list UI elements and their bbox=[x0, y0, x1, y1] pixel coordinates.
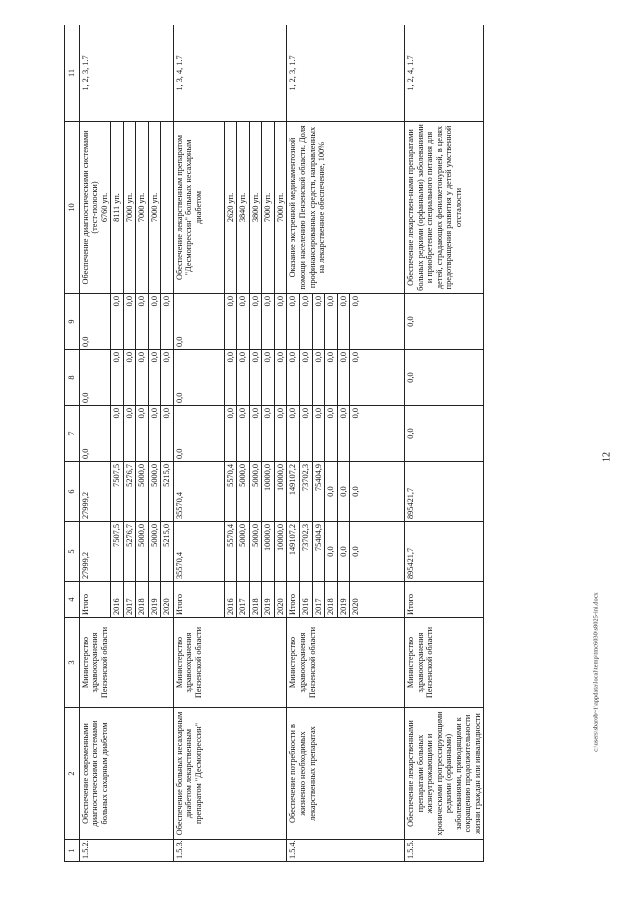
value-cell: 0,0 bbox=[249, 294, 262, 350]
value-cell: 0,0 bbox=[237, 406, 250, 462]
value-cell: 10000,0 bbox=[262, 462, 275, 522]
result-cell: 7000 уп. bbox=[123, 122, 136, 294]
value-cell: 27999,2 bbox=[79, 462, 111, 522]
value-cell: 0,0 bbox=[299, 406, 312, 462]
value-cell: 0,0 bbox=[173, 294, 224, 350]
value-cell: 0,0 bbox=[312, 350, 325, 406]
header-cell: 2 bbox=[65, 708, 80, 840]
value-cell: 0,0 bbox=[405, 406, 484, 462]
table-row bbox=[287, 25, 300, 862]
measure-name: Обеспечение лекарственными препаратами больных жизнеугрожающими и хроническими прогрессирующими редкими (орфанными) заболеваниями, приводящими к сокращению продолжительности жизни граждан или инвалидности bbox=[405, 708, 484, 840]
value-cell: 0,0 bbox=[79, 294, 111, 350]
header-cell: 8 bbox=[65, 350, 80, 406]
header-cell: 6 bbox=[65, 462, 80, 522]
header-row bbox=[65, 25, 80, 862]
value-cell: 10000,0 bbox=[262, 522, 275, 582]
value-cell: 0,0 bbox=[350, 522, 405, 582]
table-container bbox=[64, 25, 594, 862]
header-cell: 5 bbox=[65, 522, 80, 582]
result-cell: 7000 уп. bbox=[136, 122, 149, 294]
result-cell: 7000 уп. bbox=[274, 122, 287, 294]
row-number: 1.5.2. bbox=[79, 840, 173, 862]
value-cell: 5000,0 bbox=[148, 462, 161, 522]
value-cell: 0,0 bbox=[325, 462, 338, 522]
measure-name: Обеспечение современными диагностическими системами больных сахарным диабетом bbox=[79, 708, 173, 840]
value-cell: 0,0 bbox=[224, 350, 237, 406]
value-cell: 0,0 bbox=[148, 406, 161, 462]
value-cell: 7507,5 bbox=[111, 462, 124, 522]
value-cell: 0,0 bbox=[148, 350, 161, 406]
value-cell: 27999,2 bbox=[79, 522, 111, 582]
value-cell: 0,0 bbox=[299, 294, 312, 350]
value-cell: 0,0 bbox=[161, 406, 174, 462]
value-cell: 0,0 bbox=[123, 406, 136, 462]
value-cell: 0,0 bbox=[299, 350, 312, 406]
header-cell: 3 bbox=[65, 618, 80, 708]
value-cell: 895421,7 bbox=[405, 462, 484, 522]
value-cell: 5570,4 bbox=[224, 462, 237, 522]
value-cell: 0,0 bbox=[274, 294, 287, 350]
refs-cell: 1, 2, 3, 1.7 bbox=[79, 25, 173, 122]
result-cell: 7000 уп. bbox=[262, 122, 275, 294]
result-cell: 2620 уп. bbox=[224, 122, 237, 294]
result-first-value: 6760 уп. bbox=[99, 192, 109, 223]
header-cell: 11 bbox=[65, 25, 80, 122]
measure-name: Обеспечение больных несахарным диабетом лекарственным препаратом "Десмопрессин" bbox=[173, 708, 287, 840]
value-cell: 5000,0 bbox=[237, 462, 250, 522]
value-cell: 73702,3 bbox=[299, 522, 312, 582]
value-cell: 0,0 bbox=[123, 350, 136, 406]
footer-file-path: c:\users\sbarob~1\appdata\local\temp\tmc6030\s8025-ini.docx bbox=[592, 592, 600, 752]
table-row bbox=[173, 25, 224, 862]
value-cell: 0,0 bbox=[111, 406, 124, 462]
value-cell: 5000,0 bbox=[136, 462, 149, 522]
year-cell: 2018 bbox=[325, 582, 338, 618]
year-cell: 2017 bbox=[123, 582, 136, 618]
value-cell: 895421,7 bbox=[405, 522, 484, 582]
value-cell: 0,0 bbox=[79, 406, 111, 462]
result-text: Обеспечение диагностическими системами (тест-полоски) bbox=[80, 130, 100, 285]
row-number: 1.5.5. bbox=[405, 840, 484, 862]
year-cell: 2016 bbox=[224, 582, 237, 618]
value-cell: 0,0 bbox=[262, 406, 275, 462]
year-cell: 2017 bbox=[312, 582, 325, 618]
value-cell: 75404,9 bbox=[312, 522, 325, 582]
value-cell: 0,0 bbox=[312, 294, 325, 350]
value-cell: 73702,3 bbox=[299, 462, 312, 522]
header-cell: 4 bbox=[65, 582, 80, 618]
value-cell: 0,0 bbox=[337, 522, 350, 582]
value-cell: 0,0 bbox=[237, 294, 250, 350]
value-cell: 0,0 bbox=[79, 350, 111, 406]
header-cell: 10 bbox=[65, 122, 80, 294]
value-cell: 5215,0 bbox=[161, 522, 174, 582]
value-cell: 0,0 bbox=[405, 294, 484, 350]
value-cell: 10000,0 bbox=[274, 462, 287, 522]
year-cell: 2019 bbox=[262, 582, 275, 618]
value-cell: 0,0 bbox=[173, 350, 224, 406]
year-cell: 2017 bbox=[237, 582, 250, 618]
result-cell bbox=[161, 122, 174, 294]
value-cell: 5000,0 bbox=[249, 522, 262, 582]
year-cell: 2020 bbox=[274, 582, 287, 618]
value-cell: 35570,4 bbox=[173, 522, 224, 582]
value-cell: 0,0 bbox=[405, 350, 484, 406]
value-cell: 0,0 bbox=[325, 522, 338, 582]
value-cell: 0,0 bbox=[274, 406, 287, 462]
value-cell: 5000,0 bbox=[148, 522, 161, 582]
executor: Министерство здравоохранения Пензенской области bbox=[79, 618, 173, 708]
value-cell: 0,0 bbox=[161, 294, 174, 350]
value-cell: 0,0 bbox=[111, 350, 124, 406]
value-cell: 0,0 bbox=[325, 294, 338, 350]
value-cell: 10000,0 bbox=[274, 522, 287, 582]
result-cell: 8111 уп. bbox=[111, 122, 124, 294]
value-cell: 0,0 bbox=[136, 294, 149, 350]
value-cell: 5570,4 bbox=[224, 522, 237, 582]
program-table bbox=[64, 25, 484, 862]
result-cell: 3800 уп. bbox=[249, 122, 262, 294]
value-cell: 0,0 bbox=[161, 350, 174, 406]
refs-cell: 1, 2, 4, 1.7 bbox=[405, 25, 484, 122]
value-cell: 149107,2 bbox=[287, 522, 300, 582]
year-cell: Итого bbox=[287, 582, 300, 618]
value-cell: 0,0 bbox=[224, 406, 237, 462]
year-cell: 2019 bbox=[337, 582, 350, 618]
page-number: 12 bbox=[601, 452, 613, 462]
value-cell: 5000,0 bbox=[249, 462, 262, 522]
year-cell: Итого bbox=[173, 582, 224, 618]
value-cell: 5276,7 bbox=[123, 462, 136, 522]
row-number: 1.5.4. bbox=[287, 840, 405, 862]
value-cell: 0,0 bbox=[287, 350, 300, 406]
value-cell: 0,0 bbox=[249, 350, 262, 406]
value-cell: 5000,0 bbox=[136, 522, 149, 582]
value-cell: 0,0 bbox=[136, 406, 149, 462]
year-cell: 2019 bbox=[148, 582, 161, 618]
value-cell: 0,0 bbox=[249, 406, 262, 462]
result-cell: 3840 уп. bbox=[237, 122, 250, 294]
executor: Министерство здравоохранения Пензенской области bbox=[287, 618, 405, 708]
value-cell: 0,0 bbox=[123, 294, 136, 350]
year-cell: Итого bbox=[79, 582, 111, 618]
header-cell: 7 bbox=[65, 406, 80, 462]
value-cell: 0,0 bbox=[224, 294, 237, 350]
value-cell: 0,0 bbox=[350, 406, 405, 462]
result-cell: Обеспечение лекарственным препаратом "Десмопрессин" больных несахарным диабетом bbox=[173, 122, 224, 294]
result-cell: Обеспечение лекарствен-ными препаратами больных редкими (орфанными) заболеваниями и приобретение специального питания для детей, страдающих фенилкетонурией, в целях предотвращения развития у детей умственной отсталости bbox=[405, 122, 484, 294]
table-row bbox=[79, 25, 111, 862]
refs-cell: 1, 3, 4, 1.7 bbox=[173, 25, 287, 122]
value-cell: 0,0 bbox=[337, 462, 350, 522]
year-cell: 2016 bbox=[299, 582, 312, 618]
year-cell: 2016 bbox=[111, 582, 124, 618]
year-cell: 2018 bbox=[249, 582, 262, 618]
value-cell: 0,0 bbox=[350, 350, 405, 406]
value-cell: 0,0 bbox=[274, 350, 287, 406]
executor: Министерство здравоохранения Пензенской области bbox=[173, 618, 287, 708]
header-cell: 9 bbox=[65, 294, 80, 350]
value-cell: 5000,0 bbox=[237, 522, 250, 582]
year-cell: 2020 bbox=[161, 582, 174, 618]
value-cell: 149107,2 bbox=[287, 462, 300, 522]
value-cell: 0,0 bbox=[312, 406, 325, 462]
rotated-page bbox=[64, 25, 594, 862]
value-cell: 5215,0 bbox=[161, 462, 174, 522]
value-cell: 75404,9 bbox=[312, 462, 325, 522]
result-cell: 7000 уп. bbox=[148, 122, 161, 294]
value-cell: 7507,5 bbox=[111, 522, 124, 582]
value-cell: 0,0 bbox=[148, 294, 161, 350]
header-cell: 1 bbox=[65, 840, 80, 862]
value-cell: 0,0 bbox=[337, 406, 350, 462]
table-row bbox=[405, 25, 484, 862]
value-cell: 0,0 bbox=[325, 350, 338, 406]
value-cell: 0,0 bbox=[337, 294, 350, 350]
year-cell: 2018 bbox=[136, 582, 149, 618]
value-cell: 0,0 bbox=[350, 294, 405, 350]
result-cell bbox=[79, 122, 111, 294]
year-cell: 2020 bbox=[350, 582, 405, 618]
result-cell: Оказание экстренной медикаментозной помощи населению Пензенской области. Доля профинансированных средств, направленных на лекарственное обеспечение, 100% bbox=[287, 122, 405, 294]
value-cell: 0,0 bbox=[173, 406, 224, 462]
value-cell: 0,0 bbox=[237, 350, 250, 406]
measure-name: Обеспечение потребности в жизненно необходимых лекарственных препаратах bbox=[287, 708, 405, 840]
value-cell: 5276,7 bbox=[123, 522, 136, 582]
year-cell: Итого bbox=[405, 582, 484, 618]
value-cell: 0,0 bbox=[287, 294, 300, 350]
value-cell: 0,0 bbox=[262, 350, 275, 406]
value-cell: 0,0 bbox=[337, 350, 350, 406]
value-cell: 0,0 bbox=[111, 294, 124, 350]
value-cell: 0,0 bbox=[262, 294, 275, 350]
value-cell: 35570,4 bbox=[173, 462, 224, 522]
value-cell: 0,0 bbox=[325, 406, 338, 462]
refs-cell: 1, 2, 3, 1.7 bbox=[287, 25, 405, 122]
value-cell: 0,0 bbox=[287, 406, 300, 462]
executor: Министерство здравоохранения Пензенской области bbox=[405, 618, 484, 708]
value-cell: 0,0 bbox=[136, 350, 149, 406]
value-cell: 0,0 bbox=[350, 462, 405, 522]
row-number: 1.5.3. bbox=[173, 840, 287, 862]
